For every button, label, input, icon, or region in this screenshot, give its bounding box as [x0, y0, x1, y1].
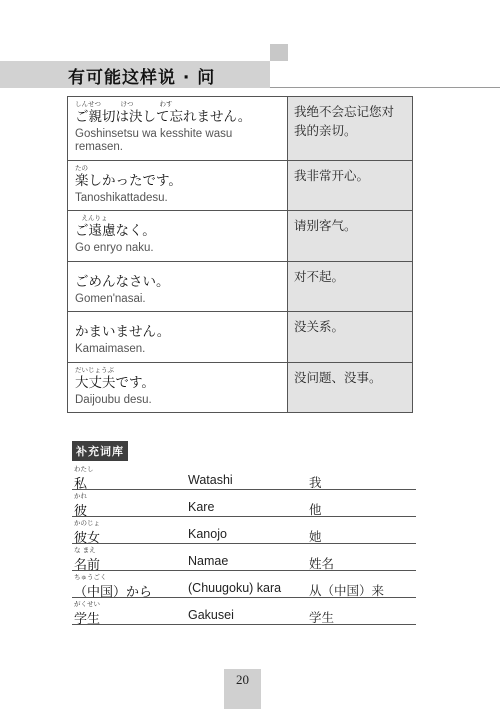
romaji: Daijoubu desu.	[75, 394, 152, 406]
phrase-row	[68, 362, 412, 412]
vocab-chinese: 我	[309, 475, 322, 490]
chinese-translation: 没问题、没事。	[288, 363, 412, 412]
vocab-romaji: Kare	[188, 500, 215, 514]
vocabulary-list	[72, 463, 416, 625]
vocab-japanese: 名前	[74, 558, 101, 573]
phrase-jp-cell	[68, 97, 288, 160]
furigana: かれ	[74, 492, 87, 500]
furigana: わたし	[74, 465, 94, 473]
vocab-japanese: （中国）から	[74, 585, 153, 600]
chinese-translation: 对不起。	[288, 262, 412, 311]
phrase-row	[68, 311, 412, 362]
vocab-romaji: (Chuugoku) kara	[188, 581, 282, 595]
vocab-chinese: 从（中国）来	[309, 583, 385, 598]
phrase-jp-cell	[68, 363, 288, 412]
vocab-chinese: 姓名	[309, 556, 335, 571]
vocab-row	[72, 490, 416, 517]
vocab-romaji: Kanojo	[188, 527, 227, 541]
furigana: たの	[75, 164, 88, 172]
vocab-row	[72, 544, 416, 571]
phrase-table	[67, 96, 413, 413]
furigana: だいじょうぶ	[75, 366, 114, 374]
phrase-jp-cell	[68, 262, 288, 311]
vocabulary-label: 补充词库	[72, 441, 128, 461]
vocab-row	[72, 598, 416, 625]
vocab-japanese: 私	[74, 477, 88, 492]
vocab-row	[72, 463, 416, 490]
vocab-japanese: 彼	[74, 504, 88, 519]
japanese-phrase: 大丈夫です。	[75, 375, 155, 391]
japanese-phrase: ごめんなさい。	[75, 274, 170, 290]
phrase-row	[68, 261, 412, 311]
japanese-phrase: ご親切は決して忘れません。	[75, 109, 252, 125]
phrase-row	[68, 97, 412, 160]
phrase-row	[68, 160, 412, 210]
phrase-row	[68, 210, 412, 261]
vocab-row	[72, 517, 416, 544]
japanese-phrase: 楽しかったです。	[75, 173, 182, 189]
romaji: Goshinsetsu wa kesshite wasu remasen.	[75, 128, 233, 153]
vocab-row	[72, 571, 416, 598]
vocab-romaji: Watashi	[188, 473, 233, 487]
furigana	[75, 314, 281, 324]
romaji: Tanoshikattadesu.	[75, 192, 168, 204]
vocab-chinese: 学生	[309, 610, 335, 625]
vocab-romaji: Gakusei	[188, 608, 234, 622]
furigana: ちゅうごく	[74, 573, 107, 581]
phrase-jp-cell	[68, 211, 288, 261]
furigana: かのじょ	[74, 519, 100, 527]
decorative-square	[270, 44, 288, 61]
romaji: Go enryo naku.	[75, 242, 154, 254]
chinese-translation: 没关系。	[288, 312, 412, 362]
vocab-japanese: 彼女	[74, 531, 101, 546]
vocab-chinese: 他	[309, 502, 322, 517]
vocab-romaji: Namae	[188, 554, 229, 568]
japanese-phrase: ご遠慮なく。	[75, 223, 156, 239]
chinese-translation: 我绝不会忘记您对我的亲切。	[288, 97, 412, 160]
vocab-japanese: 学生	[74, 612, 101, 627]
page-number: 20	[236, 672, 249, 687]
japanese-phrase: かまいません。	[75, 324, 171, 340]
phrase-jp-cell	[68, 161, 288, 210]
phrase-jp-cell	[68, 312, 288, 362]
furigana: えんりょ	[75, 214, 108, 222]
vocab-chinese: 她	[309, 529, 322, 544]
furigana: な まえ	[74, 546, 96, 554]
chinese-translation: 我非常开心。	[288, 161, 412, 210]
furigana: しんせつ けつ わす	[75, 100, 173, 108]
header-rule	[270, 87, 500, 88]
furigana: がくせい	[74, 600, 100, 608]
romaji: Kamaimasen.	[75, 343, 146, 355]
chinese-translation: 请别客气。	[288, 211, 412, 261]
furigana	[75, 264, 281, 274]
section-title: 有可能这样说 · 问	[68, 68, 216, 88]
romaji: Gomen'nasai.	[75, 293, 146, 305]
